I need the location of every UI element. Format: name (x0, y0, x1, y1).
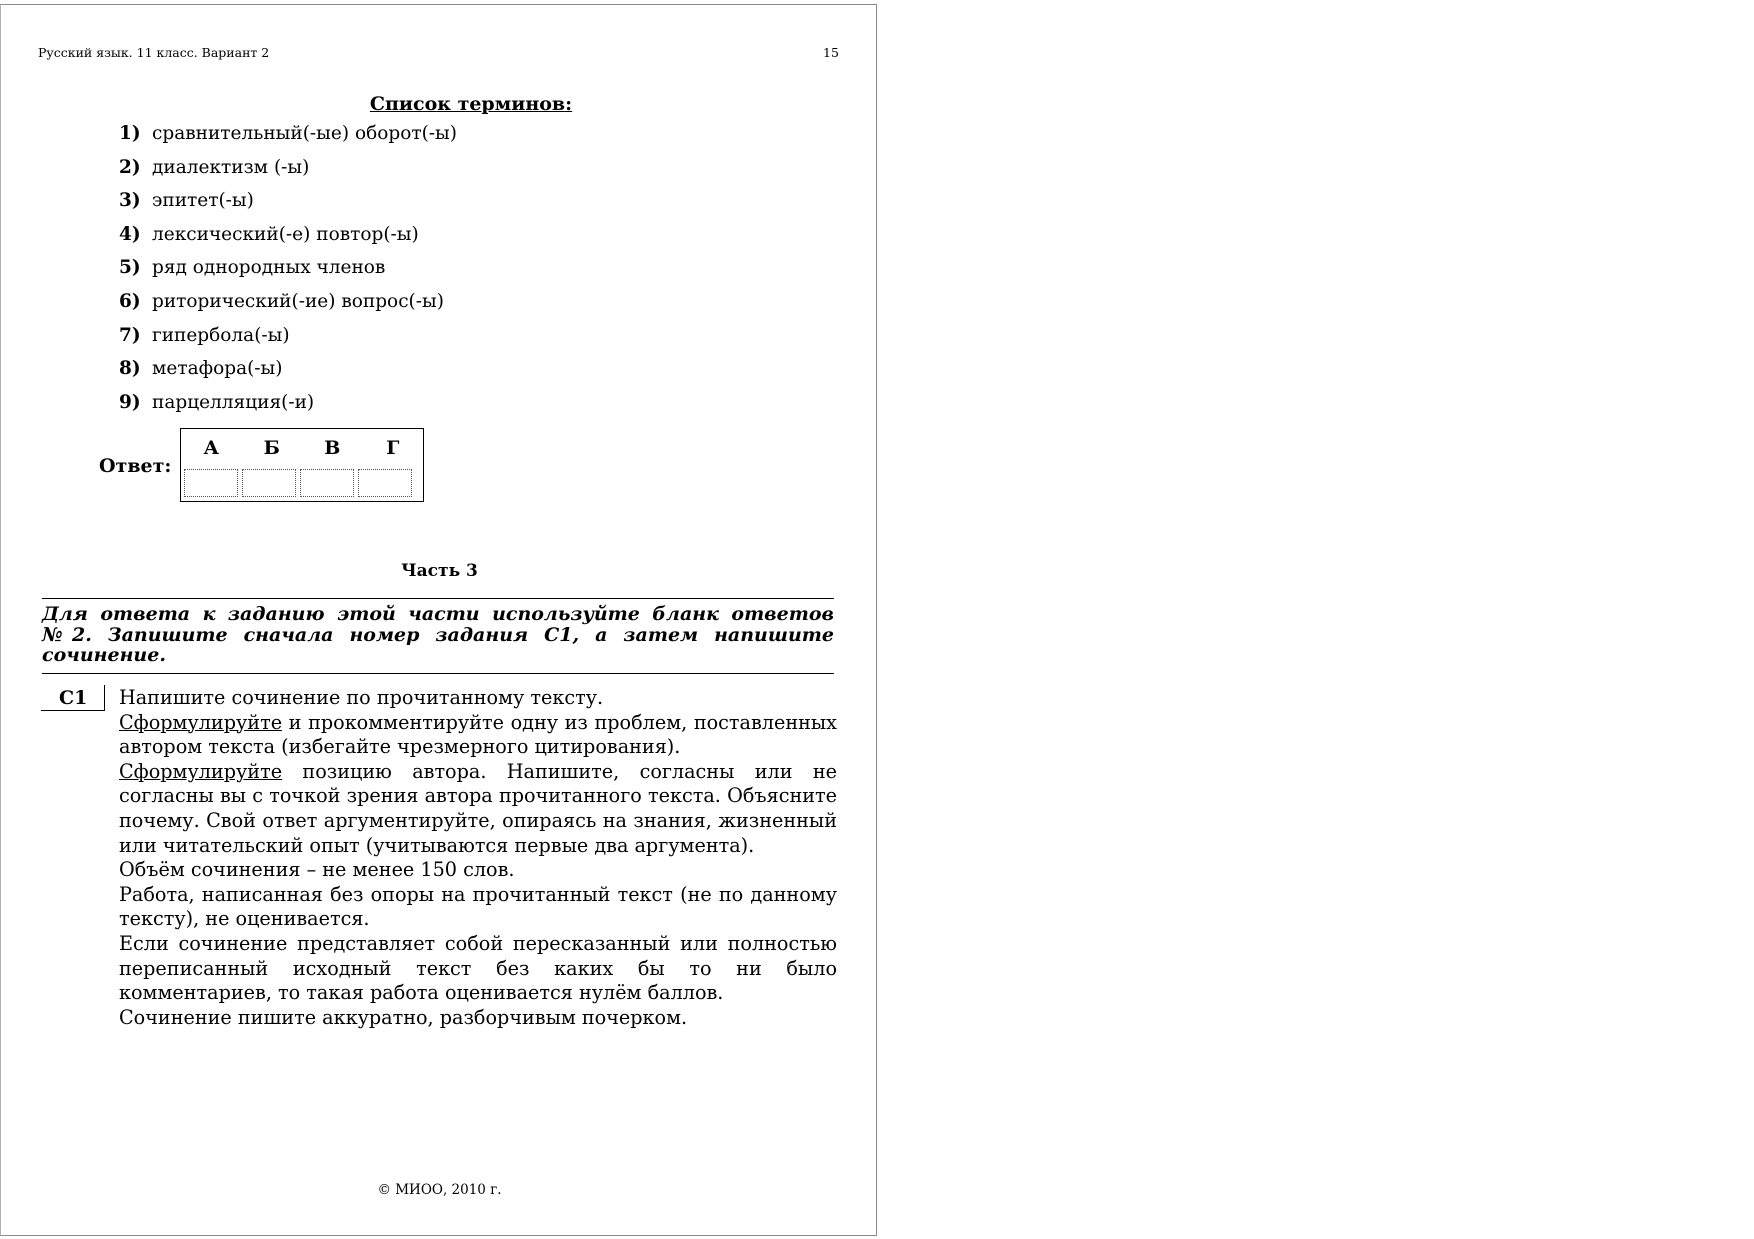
term-number: 2) (119, 156, 141, 178)
answer-cell-v[interactable] (300, 469, 354, 497)
document-page (0, 4, 877, 1236)
task-text (119, 686, 837, 1030)
underlined-word: Сформулируйте (119, 710, 283, 734)
term-item (119, 257, 457, 291)
task-paragraph: Работа, написанная без опоры на прочитанный текст (не по данному тексту), не оценивается. (119, 882, 837, 931)
answer-letter-g: Г (386, 437, 400, 459)
term-text: риторический(-ие) вопрос(-ы) (152, 290, 444, 312)
term-item (119, 123, 457, 157)
term-number: 7) (119, 324, 141, 346)
term-item (119, 224, 457, 258)
term-text: диалектизм (-ы) (152, 156, 310, 178)
answer-letter-v: В (324, 437, 341, 459)
task-paragraph (119, 711, 837, 760)
answer-letter-b: Б (263, 437, 280, 459)
task-paragraph: Объём сочинения – не менее 150 слов. (119, 858, 515, 882)
answer-cell-b[interactable] (242, 469, 296, 497)
answer-cell-g[interactable] (358, 469, 412, 497)
term-number: 9) (119, 391, 141, 413)
terms-list-title: Список терминов: (369, 93, 573, 115)
term-number: 3) (119, 190, 141, 212)
page-header-subject: Русский язык. 11 класс. Вариант 2 (38, 45, 270, 60)
divider-top (42, 598, 834, 599)
term-text: лексический(-е) повтор(-ы) (152, 223, 419, 245)
answer-cells-row (184, 469, 412, 497)
term-number: 4) (119, 223, 141, 245)
term-number: 6) (119, 290, 141, 312)
term-text: метафора(-ы) (152, 358, 283, 380)
terms-list (119, 123, 457, 425)
underlined-word: Сформулируйте (119, 759, 283, 783)
paragraph-rest: позицию автора. Напишите, согласны или не согласны вы с точкой зрения автора прочитанного текста. Объясните почему. Свой ответ аргументируйте, опираясь на знания, жизненный или читательский опыт (учитываются первые два аргумента). (119, 759, 837, 857)
answer-cell-a[interactable] (184, 469, 238, 497)
term-number: 1) (119, 123, 141, 144)
term-item (119, 157, 457, 191)
copyright-footer: © МИОО, 2010 г. (377, 1182, 502, 1198)
divider-bottom (42, 673, 834, 674)
term-text: ряд однородных членов (152, 257, 386, 279)
answer-label: Ответ: (99, 455, 172, 477)
term-item (119, 190, 457, 224)
term-item (119, 358, 457, 392)
task-paragraph: Напишите сочинение по прочитанному тексту. (119, 686, 604, 709)
part-instruction: Для ответа к заданию этой части используйте бланк ответов №2. Запишите сначала номер задания С1, а затем напишите сочинение. (42, 603, 834, 666)
task-paragraph (119, 760, 837, 858)
task-paragraph: Сочинение пишите аккуратно, разборчивым почерком. (119, 1005, 688, 1029)
term-number: 5) (119, 257, 141, 279)
answer-table (180, 428, 424, 502)
paragraph-rest: и прокомментируйте одну из проблем, поставленных автором текста (избегайте чрезмерного цитирования). (119, 710, 837, 759)
term-item (119, 392, 457, 426)
term-text: гипербола(-ы) (152, 324, 290, 346)
task-label: С1 (41, 685, 105, 711)
part-title: Часть 3 (401, 561, 478, 581)
answer-letter-a: А (203, 437, 219, 459)
term-number: 8) (119, 358, 141, 380)
term-text: парцелляция(-и) (152, 391, 315, 413)
term-text: сравнительный(-ые) оборот(-ы) (152, 123, 457, 144)
term-item (119, 325, 457, 359)
term-item (119, 291, 457, 325)
term-text: эпитет(-ы) (152, 190, 254, 212)
task-paragraph: Если сочинение представляет собой пересказанный или полностью переписанный исходный текст без каких бы то ни было комментариев, то такая работа оценивается нулём баллов. (119, 931, 837, 1005)
answer-letters-row (181, 437, 423, 459)
page-number: 15 (823, 45, 839, 60)
